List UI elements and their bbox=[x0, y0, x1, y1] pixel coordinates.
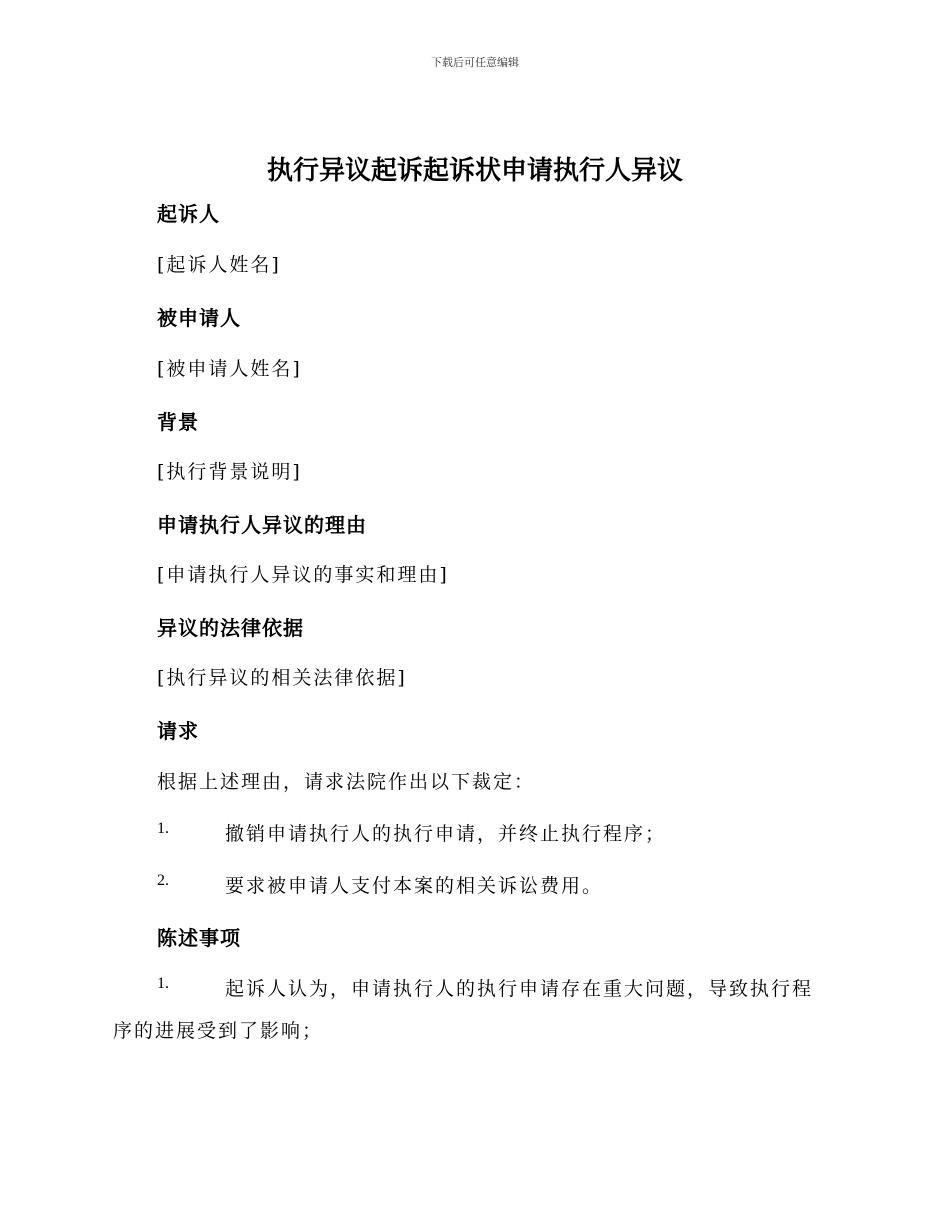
section-text-reasons: [申请执行人异议的事实和理由] bbox=[157, 564, 449, 586]
list-text-line1: 起诉人认为，申请执行人的执行申请存在重大问题，导致执行程 bbox=[225, 978, 814, 1000]
section-heading-legal-basis: 异议的法律依据 bbox=[157, 616, 304, 640]
section-text-background: [执行背景说明] bbox=[157, 461, 302, 483]
list-number: 1. bbox=[157, 820, 169, 837]
section-heading-reasons: 申请执行人异议的理由 bbox=[157, 513, 367, 537]
section-heading-statement: 陈述事项 bbox=[157, 926, 241, 950]
section-heading-background: 背景 bbox=[157, 410, 199, 434]
section-text-legal-basis: [执行异议的相关法律依据] bbox=[157, 667, 407, 689]
section-heading-request: 请求 bbox=[157, 719, 199, 743]
section-text-respondent: [被申请人姓名] bbox=[157, 358, 302, 380]
list-number: 2. bbox=[157, 872, 169, 889]
request-intro: 根据上述理由，请求法院作出以下裁定： bbox=[157, 771, 536, 793]
document-title: 执行异议起诉起诉状申请执行人异议 bbox=[266, 156, 683, 186]
list-text: 撤销申请执行人的执行申请，并终止执行程序； bbox=[225, 823, 667, 845]
section-heading-respondent: 被申请人 bbox=[157, 306, 241, 330]
section-heading-plaintiff: 起诉人 bbox=[157, 202, 220, 226]
list-text: 要求被申请人支付本案的相关诉讼费用。 bbox=[225, 875, 604, 897]
list-text-line2: 序的进展受到了影响； bbox=[113, 1020, 324, 1042]
header-note: 下载后可任意编辑 bbox=[431, 56, 519, 69]
section-text-plaintiff: [起诉人姓名] bbox=[157, 254, 281, 276]
list-number: 1. bbox=[157, 975, 169, 992]
